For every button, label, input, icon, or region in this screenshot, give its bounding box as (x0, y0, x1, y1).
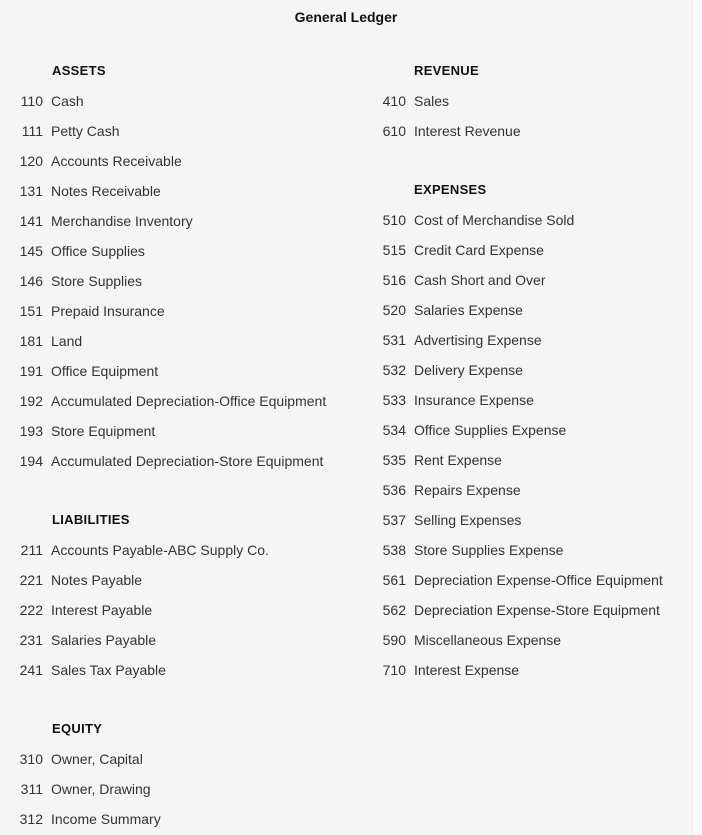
account-name: Repairs Expense (414, 482, 521, 498)
account-number: 222 (19, 602, 43, 618)
account-row (0, 774, 151, 804)
account-name: Land (51, 333, 83, 349)
account-row (362, 595, 660, 625)
account-row (362, 205, 574, 235)
account-name: Notes Receivable (51, 183, 161, 199)
account-row (0, 565, 142, 595)
account-row (0, 625, 156, 655)
account-name: Depreciation Expense-Store Equipment (414, 602, 660, 618)
account-number: 192 (19, 393, 43, 409)
account-name: Owner, Drawing (51, 781, 151, 797)
account-number: 520 (382, 302, 406, 318)
account-name: Credit Card Expense (414, 242, 544, 258)
account-row (0, 804, 161, 834)
account-number: 141 (19, 213, 43, 229)
account-row (0, 446, 323, 476)
account-name: Petty Cash (51, 123, 120, 139)
account-name: Depreciation Expense-Office Equipment (414, 572, 663, 588)
account-number: 410 (382, 93, 406, 109)
account-number: 710 (382, 662, 406, 678)
account-name: Merchandise Inventory (51, 213, 193, 229)
account-row (0, 386, 326, 416)
section-heading-expenses: EXPENSES (414, 182, 487, 197)
account-row (362, 625, 561, 655)
account-name: Cost of Merchandise Sold (414, 212, 575, 228)
account-name: Accounts Receivable (51, 153, 182, 169)
account-number: 310 (19, 751, 43, 767)
account-row (362, 265, 546, 295)
account-row (0, 595, 152, 625)
account-row (362, 295, 523, 325)
account-name: Office Supplies (51, 243, 145, 259)
account-number: 151 (19, 303, 43, 319)
account-number: 312 (19, 811, 43, 827)
account-name: Notes Payable (51, 572, 143, 588)
account-name: Accounts Payable-ABC Supply Co. (51, 542, 269, 558)
account-row (362, 235, 544, 265)
account-name: Cash Short and Over (414, 272, 546, 288)
account-row (0, 86, 84, 116)
account-name: Salaries Payable (51, 632, 157, 648)
page-title: General Ledger (294, 9, 398, 25)
account-name: Delivery Expense (414, 362, 523, 378)
account-row (0, 655, 166, 685)
scrollbar-track[interactable] (692, 0, 702, 835)
account-number: 111 (21, 123, 43, 139)
account-name: Interest Expense (414, 662, 520, 678)
account-number: 241 (19, 662, 43, 678)
account-number: 193 (19, 423, 43, 439)
account-number: 515 (382, 242, 406, 258)
account-row (0, 236, 145, 266)
account-number: 221 (19, 572, 43, 588)
account-name: Miscellaneous Expense (414, 632, 562, 648)
account-name: Sales (414, 93, 450, 109)
account-row (362, 415, 566, 445)
account-row (0, 116, 119, 146)
account-number: 146 (19, 273, 43, 289)
account-row (0, 326, 82, 356)
account-number: 534 (382, 422, 406, 438)
account-row (362, 385, 534, 415)
section-heading-equity: EQUITY (52, 721, 103, 736)
account-number: 231 (19, 632, 43, 648)
section-heading-assets: ASSETS (52, 63, 106, 78)
account-name: Prepaid Insurance (51, 303, 165, 319)
account-name: Salaries Expense (414, 302, 523, 318)
account-number: 211 (20, 542, 43, 558)
account-row (0, 416, 155, 446)
account-number: 590 (382, 632, 406, 648)
account-name: Selling Expenses (414, 512, 522, 528)
account-number: 510 (382, 212, 406, 228)
account-number: 537 (382, 512, 406, 528)
account-number: 131 (19, 183, 43, 199)
account-name: Accumulated Depreciation-Store Equipment (51, 453, 324, 469)
account-number: 110 (20, 93, 43, 109)
account-row (362, 86, 449, 116)
section-heading-revenue: REVENUE (414, 63, 479, 78)
account-row (0, 744, 143, 774)
account-name: Rent Expense (414, 452, 502, 468)
account-name: Sales Tax Payable (51, 662, 166, 678)
account-number: 533 (382, 392, 406, 408)
account-name: Interest Payable (51, 602, 153, 618)
account-number: 311 (20, 781, 43, 797)
account-row (0, 266, 142, 296)
account-name: Owner, Capital (51, 751, 143, 767)
account-row (362, 445, 502, 475)
account-name: Cash (51, 93, 84, 109)
account-row (362, 565, 663, 595)
account-row (0, 296, 165, 326)
account-number: 194 (19, 453, 43, 469)
account-row (0, 176, 161, 206)
account-number: 538 (382, 542, 406, 558)
account-row (0, 356, 158, 386)
account-name: Store Supplies (51, 273, 143, 289)
account-row (362, 325, 542, 355)
account-name: Advertising Expense (414, 332, 542, 348)
account-name: Store Equipment (51, 423, 156, 439)
account-number: 532 (382, 362, 406, 378)
account-name: Office Supplies Expense (414, 422, 567, 438)
account-number: 516 (382, 272, 406, 288)
account-number: 181 (19, 333, 43, 349)
account-row (362, 505, 521, 535)
account-row (0, 535, 269, 565)
account-number: 561 (382, 572, 406, 588)
account-row (362, 116, 521, 146)
section-heading-liabilities: LIABILITIES (52, 512, 130, 527)
account-name: Insurance Expense (414, 392, 534, 408)
account-number: 531 (382, 332, 406, 348)
account-number: 535 (382, 452, 406, 468)
account-name: Income Summary (51, 811, 161, 827)
account-name: Office Equipment (51, 363, 159, 379)
account-name: Store Supplies Expense (414, 542, 564, 558)
account-row (362, 355, 523, 385)
account-row (0, 206, 193, 236)
account-row (362, 535, 563, 565)
account-name: Interest Revenue (414, 123, 521, 139)
account-number: 191 (19, 363, 43, 379)
account-number: 536 (382, 482, 406, 498)
account-number: 610 (382, 123, 406, 139)
account-row (0, 146, 182, 176)
account-number: 120 (19, 153, 43, 169)
account-number: 562 (382, 602, 406, 618)
account-row (362, 475, 521, 505)
account-name: Accumulated Depreciation-Office Equipment (51, 393, 327, 409)
account-number: 145 (19, 243, 43, 259)
account-row (362, 655, 519, 685)
